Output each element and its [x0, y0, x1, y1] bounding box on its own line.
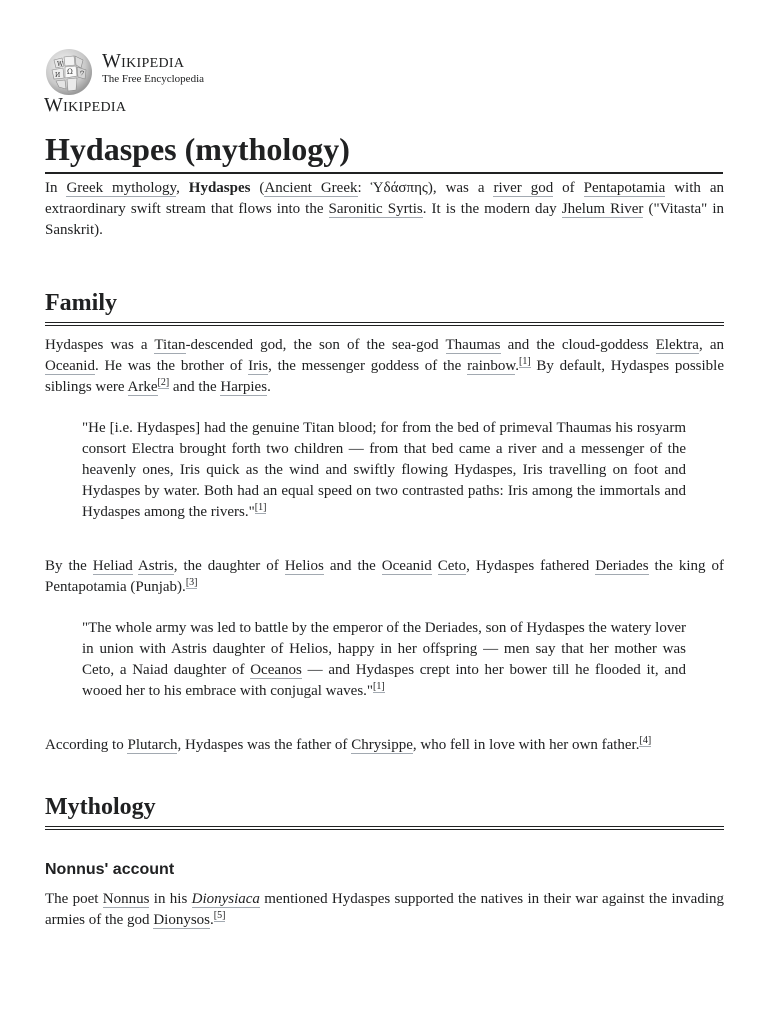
link-astris[interactable]: Astris [137, 558, 174, 574]
citation-3[interactable]: [3] [185, 577, 198, 588]
link-helios[interactable]: Helios [284, 558, 324, 574]
link-ceto[interactable]: Ceto [437, 558, 467, 574]
citation-1[interactable]: [1] [373, 681, 385, 692]
link-arke[interactable]: Arke [127, 379, 158, 395]
article-content [45, 178, 724, 931]
svg-text:ウ: ウ [79, 70, 86, 77]
citation-1[interactable]: [1] [254, 502, 267, 513]
link-river-god[interactable]: river god [493, 180, 554, 196]
family-paragraph-2: By the Heliad Astris, the daughter of Helios and the Oceanid Ceto, Hydaspes fathered Deriades the king of Pentapotamia (Punjab).[3] [45, 558, 724, 595]
svg-text:W: W [57, 61, 64, 68]
citation-2[interactable]: [2] [157, 377, 170, 388]
citation-4[interactable]: [4] [639, 735, 652, 746]
family-paragraph-1: Hydaspes was a Titan-descended god, the son of the sea-god Thaumas and the cloud-goddess Elektra, an Oceanid. He was the brother of Iris, the messenger goddess of the rainbow.[1] By default, Hydaspes possible siblings were Arke[2] and the Harpies. [45, 337, 724, 395]
link-deriades[interactable]: Deriades [595, 558, 649, 574]
link-greek-mythology[interactable]: Greek mythology [66, 180, 177, 196]
link-oceanos[interactable]: Oceanos [250, 662, 302, 678]
link-titan[interactable]: Titan [154, 337, 186, 353]
link-dionysos[interactable]: Dionysos [153, 912, 210, 928]
logo-tagline: The Free Encyclopedia [102, 73, 205, 85]
link-nonnus[interactable]: Nonnus [102, 891, 150, 907]
link-saronitic-syrtis[interactable]: Saronitic Syrtis [328, 201, 423, 217]
mythology-paragraph-1: The poet Nonnus in his Dionysiaca mentioned Hydaspes supported the natives in their war against the invading armies of the god Dionysos.[5] [45, 891, 724, 928]
link-harpies[interactable]: Harpies [220, 379, 268, 395]
page-title: Hydaspes (mythology) [45, 128, 723, 174]
section-heading-mythology: Mythology [45, 792, 724, 830]
link-heliad[interactable]: Heliad [92, 558, 133, 574]
link-oceanid[interactable]: Oceanid [381, 558, 432, 574]
link-elektra[interactable]: Elektra [655, 337, 699, 353]
section-heading-family: Family [45, 288, 724, 326]
quote-nonnus-2: "The whole army was led to battle by the emperor of the Deriades, son of Hydaspes the watery lover in union with Astris daughter of Helios, happy in her offspring — men say that her mother was Ceto, a Naiad daughter of Oceanos — and Hydaspes crept into her bower till he flooded it, and wooed her to his embrace with conjugal waves."[1] [82, 620, 686, 699]
link-ancient-greek[interactable]: Ancient Greek [264, 180, 358, 196]
link-dionysiaca[interactable]: Dionysiaca [191, 891, 260, 907]
subsection-heading-nonnus: Nonnus' account [45, 861, 175, 878]
svg-text:И: И [55, 72, 61, 79]
family-paragraph-3: According to Plutarch, Hydaspes was the father of Chrysippe, who fell in love with her own father.[4] [45, 735, 652, 753]
wikipedia-globe-logo-icon[interactable] [44, 46, 94, 96]
subject-name: Hydaspes [188, 180, 251, 196]
link-oceanid[interactable]: Oceanid [45, 358, 95, 374]
link-jhelum-river[interactable]: Jhelum River [561, 201, 644, 217]
quote-nonnus-1: "He [i.e. Hydaspes] had the genuine Titan blood; for from the bed of primeval Thaumas his rosyarm consort Electra brought forth two children — from that bed came a river and a messenger of the heavenly ones, Iris quick as the wind and swiftly flowing Hydaspes, Iris travelling on foot and Hydaspes by water. Both had an equal speed on two contrasted paths: Iris among the immortals and Hydaspes among the rivers."[1] [82, 420, 686, 520]
link-pentapotamia[interactable]: Pentapotamia [583, 180, 666, 196]
link-thaumas[interactable]: Thaumas [445, 337, 501, 353]
citation-5[interactable]: [5] [213, 910, 226, 921]
intro-paragraph: In Greek mythology, Hydaspes (Ancient Greek: Ὑδάσπης), was a river god of Pentapotamia with an extraordinary swift stream that flows into the Saronitic Syrtis. It is the modern day Jhelum River ("Vitasta" in Sanskrit). [45, 180, 725, 238]
link-rainbow[interactable]: rainbow [467, 358, 516, 374]
site-wordmark: Wikipedia [44, 94, 127, 116]
citation-1[interactable]: [1] [519, 356, 531, 367]
svg-text:Ω: Ω [67, 68, 73, 76]
logo-wordmark[interactable] [102, 50, 204, 86]
link-plutarch[interactable]: Plutarch [127, 737, 178, 753]
logo-title: Wikipedia [102, 50, 185, 72]
link-chrysippe[interactable]: Chrysippe [351, 737, 413, 753]
link-iris[interactable]: Iris [248, 358, 269, 374]
